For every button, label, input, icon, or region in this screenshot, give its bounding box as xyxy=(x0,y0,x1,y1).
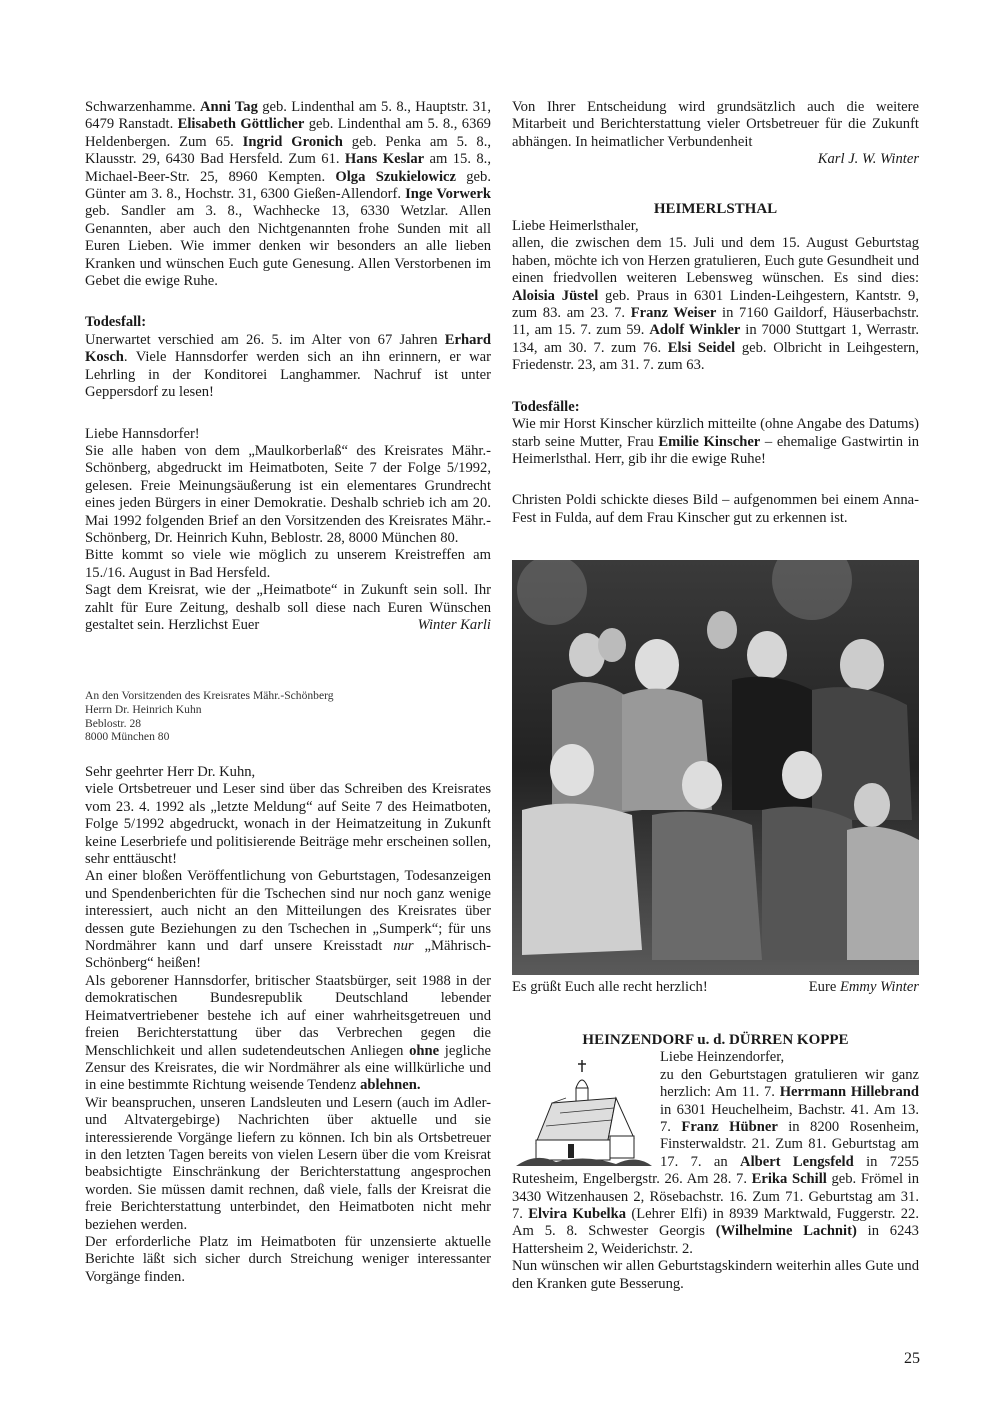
text-segment: (Lehrer Elfi) in 8939 Marktwald, Fuggerstr. 22. Am 5. 8. Schwester Georgis xyxy=(512,1206,919,1240)
caption-right xyxy=(809,979,919,996)
photo-intro-paragraph xyxy=(512,492,919,527)
right-column-top xyxy=(512,99,919,527)
bold-name: Albert Lengsfeld xyxy=(740,1153,854,1170)
group-photo xyxy=(512,560,919,975)
text-segment: in 6243 Hattersheim 2, Weiderichstr. 2. xyxy=(512,1223,919,1257)
text-segment: Nun wünschen wir allen Geburtstagskindern weiterhin alles Gute und den Kranken gute Besserung. xyxy=(512,1258,919,1292)
todesfaelle-heading: Todesfälle: xyxy=(512,398,580,415)
text-segment: am 15. 8., Michael-Beer-Str. 25, 8960 Kempten. xyxy=(85,151,491,185)
text-segment: geb. Lindenthal am 5. 8., Hauptstr. 31, 6479 Ranstadt. xyxy=(85,99,491,133)
text-segment: „Mährisch-Schönberg“ heißen! xyxy=(85,938,491,972)
todesfall-heading: Todesfall: xyxy=(85,314,147,331)
letter-closing-paragraph xyxy=(512,99,919,151)
bold-name: (Wilhelmine Lachnit) xyxy=(715,1223,857,1240)
birthday-list-paragraph xyxy=(85,99,491,290)
photo-caption xyxy=(512,979,919,996)
text-segment: Christen Poldi schickte dieses Bild – aufgenommen bei einem Anna-Fest in Fulda, auf dem Frau Kinscher gut zu erkennen ist. xyxy=(512,492,919,526)
letter-paragraph xyxy=(85,781,491,868)
text-segment: Von Ihrer Entscheidung wird grundsätzlich auch die weitere Mitarbeit und Berichterstattung vieler Ortsbetreuer für die Zukunft abhängen. In heimatlicher Verbundenheit xyxy=(512,99,919,150)
text-segment: – ehemalige Gastwirtin in Heimerlsthal. Herr, gib ihr die ewige Ruhe! xyxy=(512,433,919,467)
letter-body xyxy=(85,764,491,1286)
text-segment: Schwarzenhamme. xyxy=(85,99,200,115)
bold-name: Erika Schill xyxy=(751,1171,827,1188)
address-line: 8000 München 80 xyxy=(85,730,170,744)
bold-name: Anni Tag xyxy=(199,99,258,115)
bold-name: Ingrid Gronich xyxy=(242,133,343,150)
signature: Winter Karli xyxy=(417,616,491,633)
text-segment: geb. Sandler am 3. 8., Wachhecke 13, 6330 Wetzlar. Allen Genannten, aber auch den Nichtgenannten frohe Sunden mit all Euren Lieben. Wie immer denken wir besonders an alle lieben Kranken und wünschen Euch gute Genesung. Allen Verstorbenen im Gebet die ewige Ruhe. xyxy=(85,203,491,290)
caption-prefix: Eure xyxy=(808,979,840,995)
caption-left: Es grüßt Euch alle recht herzlich! xyxy=(512,979,708,995)
address-line: Herrn Dr. Heinrich Kuhn xyxy=(85,702,202,716)
bold-name: Franz Hübner xyxy=(681,1119,778,1136)
text-segment: Als geborener Hannsdorfer, britischer Staatsbürger, seit 1988 in der demokratischen Bundesrepublik Deutschland lebender Heimatvertriebener bestehe ich auf einer wahrheitsgetreuen und freien Berichterstattung über das Verbrechen gegen die Menschlichkeit und allen sudetendeutschen Anliegen xyxy=(85,972,491,1059)
heinzendorf-greeting: Liebe Heinzendorfer, xyxy=(660,1049,785,1066)
italic-text: nur xyxy=(393,938,414,955)
heimerlsthal-heading: HEIMERLSTHAL xyxy=(653,200,778,217)
text-segment: geb. Lindenthal am 5. 8., 6369 Heldenbergen. Zum 65. xyxy=(85,116,491,150)
closing-paragraph xyxy=(85,582,491,634)
text-segment: geb. Penka am 5. 8., Klausstr. 29, 6430 Bad Hersfeld. Zum 61. xyxy=(85,133,492,168)
bold-name: ohne xyxy=(409,1042,440,1059)
heinzendorf-closing xyxy=(512,1258,919,1293)
text-segment: Sie alle haben von dem „Maulkorberlaß“ des Kreisrates Mähr.-Schönberg, abgedruckt im Heimatboten, Seite 7 der Folge 5/1992, gelesen. Freie Meinungsäußerung ist ein elementares Grundrecht eines jeden Bürgers in einer Demokratie. Deshalb schrieb ich am 20. Mai 1992 folgenden Brief an den Vorsitzenden des Kreisrates Mähr.-Schönberg, Dr. Heinrich Kuhn, Beblostr. 28, 8000 München 80. xyxy=(85,442,491,546)
text-segment: in 7160 Gaildorf, Häuserbachstr. 11, am 15. 7. zum 59. xyxy=(512,305,919,339)
text-segment: geb. Frömel in 3430 Witzenhausen 2, Rösebachstr. 16. Zum 71. Geburtstag am 31. 7. xyxy=(512,1171,919,1223)
chapel-illustration xyxy=(516,1058,652,1168)
text-segment: Bitte kommt so viele wie möglich zu unserem Kreistreffen am 15./16. August in Bad Hersfeld. xyxy=(85,547,491,581)
bold-name: Emilie Kinscher xyxy=(658,433,761,450)
bold-name: Elvira Kubelka xyxy=(528,1206,627,1223)
salutation: Sehr geehrter Herr Dr. Kuhn, xyxy=(85,764,256,780)
text-segment: Sagt dem Kreisrat, wie der „Heimatbote“ in Zukunft sein soll. Ihr zahlt für Eure Zeitung, deshalb soll diese nach Euren Wünschen gestaltet sein. Herzlichst Euer xyxy=(85,582,491,633)
bold-name: Erhard Kosch xyxy=(85,331,491,366)
text-segment: in 7255 Rutesheim, Engelbergstr. 26. Am 28. 7. xyxy=(512,1153,919,1188)
page-number: 25 xyxy=(904,1350,920,1367)
todesfaelle-paragraph xyxy=(512,416,919,468)
letter-paragraph xyxy=(85,1095,491,1234)
heimerlsthal-birthdays xyxy=(512,235,919,374)
letter-paragraph xyxy=(85,973,491,1095)
left-column-top xyxy=(85,99,491,634)
letter-paragraph xyxy=(85,1234,491,1286)
bold-name: Elisabeth Göttlicher xyxy=(177,116,305,133)
greeting: Liebe Hannsdorfer! xyxy=(85,425,200,442)
kreistreffen-paragraph xyxy=(85,547,491,582)
text-segment: Wie mir Horst Kinscher kürzlich mitteilte (ohne Angabe des Datums) starb seine Mutter, Frau xyxy=(512,416,919,450)
bold-name: Aloisia Jüstel xyxy=(512,287,599,304)
text-segment: in 7000 Stuttgart 1, Werrastr. 134, am 30. 7. zum 76. xyxy=(512,322,919,356)
address-block xyxy=(85,689,491,744)
bold-name: Olga Szukielowicz xyxy=(335,168,456,185)
bold-name: Elsi Seidel xyxy=(667,339,736,356)
text-segment: Der erforderliche Platz im Heimatboten für unzensierte aktuelle Berichte läßt sich sicher durch Streichung weniger interessanter Vorgänge finden. xyxy=(85,1233,491,1285)
todesfall-paragraph xyxy=(85,332,491,402)
address-line: An den Vorsitzenden des Kreisrates Mähr.-Schönberg xyxy=(85,689,334,702)
text-segment: in 6301 Heuchelheim, Bachstr. 41. Am 13. 7. xyxy=(660,1101,919,1136)
text-segment: An einer bloßen Veröffentlichung von Geburtstagen, Todesanzeigen und Spendenberichten für die Tschechen sind nur noch ganz wenige interessiert, auch nicht an den Mitteilungen des Kreisrates über dessen gute Beziehungen zu den Tschechen in „Sumperk“; für uns Nordmährer kann und darf unsere Kreisstadt xyxy=(85,868,491,955)
bold-name: Hans Keslar xyxy=(344,151,425,168)
bold-name: Adolf Winkler xyxy=(649,322,741,339)
heinzendorf-heading: HEINZENDORF u. d. DÜRREN KOPPE xyxy=(582,1032,849,1048)
text-segment: geb. Günter am 3. 8., Hochstr. 31, 6300 Gießen-Allendorf. xyxy=(85,168,491,203)
address-line: Beblostr. 28 xyxy=(85,716,142,730)
text-segment: geb. Praus in 6301 Linden-Leihgestern, Kantstr. 9, zum 83. am 23. 7. xyxy=(512,287,919,322)
bold-name: ablehnen. xyxy=(360,1077,421,1094)
bold-name: Franz Weiser xyxy=(630,305,717,322)
letter-signature: Karl J. W. Winter xyxy=(817,151,919,168)
text-segment: Wir beanspruchen, unseren Landsleuten und Lesern (auch im Adler- und Altvatergebirge) Nachrichten über aktuelle und sie interessierende Vorgänge liefern zu können. Ich bin als Ortsbetreuer in den letzten Tagen bereits von vielen Lesern über die vom Kreisrat beabsichtigte Einschränkung der Berichterstattung angesprochen worden. Sie müssen damit rechnen, daß viele, falls der Kreisrat die freie Berichterstattung unterbindet, den Heimatboten nicht mehr beziehen werden. xyxy=(85,1094,491,1233)
heimerlsthal-greeting: Liebe Heimerlsthaler, xyxy=(512,218,639,235)
group-photo-image xyxy=(512,560,919,975)
text-segment: in 8200 Rosenheim, Finsterwaldstr. 21. Zum 81. Geburtstag am 17. 7. an xyxy=(660,1119,919,1170)
text-segment: geb. Olbricht in Leihgestern, Friedenstr. 23, am 31. 7. zum 63. xyxy=(512,339,920,374)
text-segment: jegliche Zensur des Kreisrates, die wir Nordmährer als eine willkürliche und in eine bestimmte Richtung weisende Tendenz xyxy=(85,1042,491,1094)
text-segment: Unerwartet verschied am 26. 5. im Alter von 67 Jahren xyxy=(85,331,445,348)
intro-paragraph xyxy=(85,443,491,547)
text-segment: viele Ortsbetreuer und Leser sind über das Schreiben des Kreisrates vom 23. 4. 1992 als „letzte Meldung“ auf Seite 7 des Heimatboten, Folge 5/1992 abgedruckt, wonach in der Heimatzeitung in Zukunft keine Leserbriefe und politisierende Beiträge mehr erscheinen sollen, sehr enttäuscht! xyxy=(85,781,491,868)
bold-name: Herrmann Hillebrand xyxy=(779,1084,919,1101)
caption-signature: Emmy Winter xyxy=(839,979,919,995)
bold-name: Inge Vorwerk xyxy=(405,186,491,203)
text-segment: allen, die zwischen dem 15. Juli und dem 15. August Geburtstag haben, möchte ich von Herzen gratulieren, Euch gute Gesundheit und einen friedvollen weiteren Lebensweg wünschen. Es sind dies: xyxy=(512,235,919,287)
text-segment: . Viele Hannsdorfer werden sich an ihn erinnern, er war Lehrling in der Konditorei Langhammer. Nachruf ist unter Geppersdorf zu lesen! xyxy=(85,349,491,401)
letter-paragraph xyxy=(85,868,491,972)
text-segment: zu den Geburtstagen gratulieren wir ganz herzlich: Am 11. 7. xyxy=(660,1066,919,1101)
